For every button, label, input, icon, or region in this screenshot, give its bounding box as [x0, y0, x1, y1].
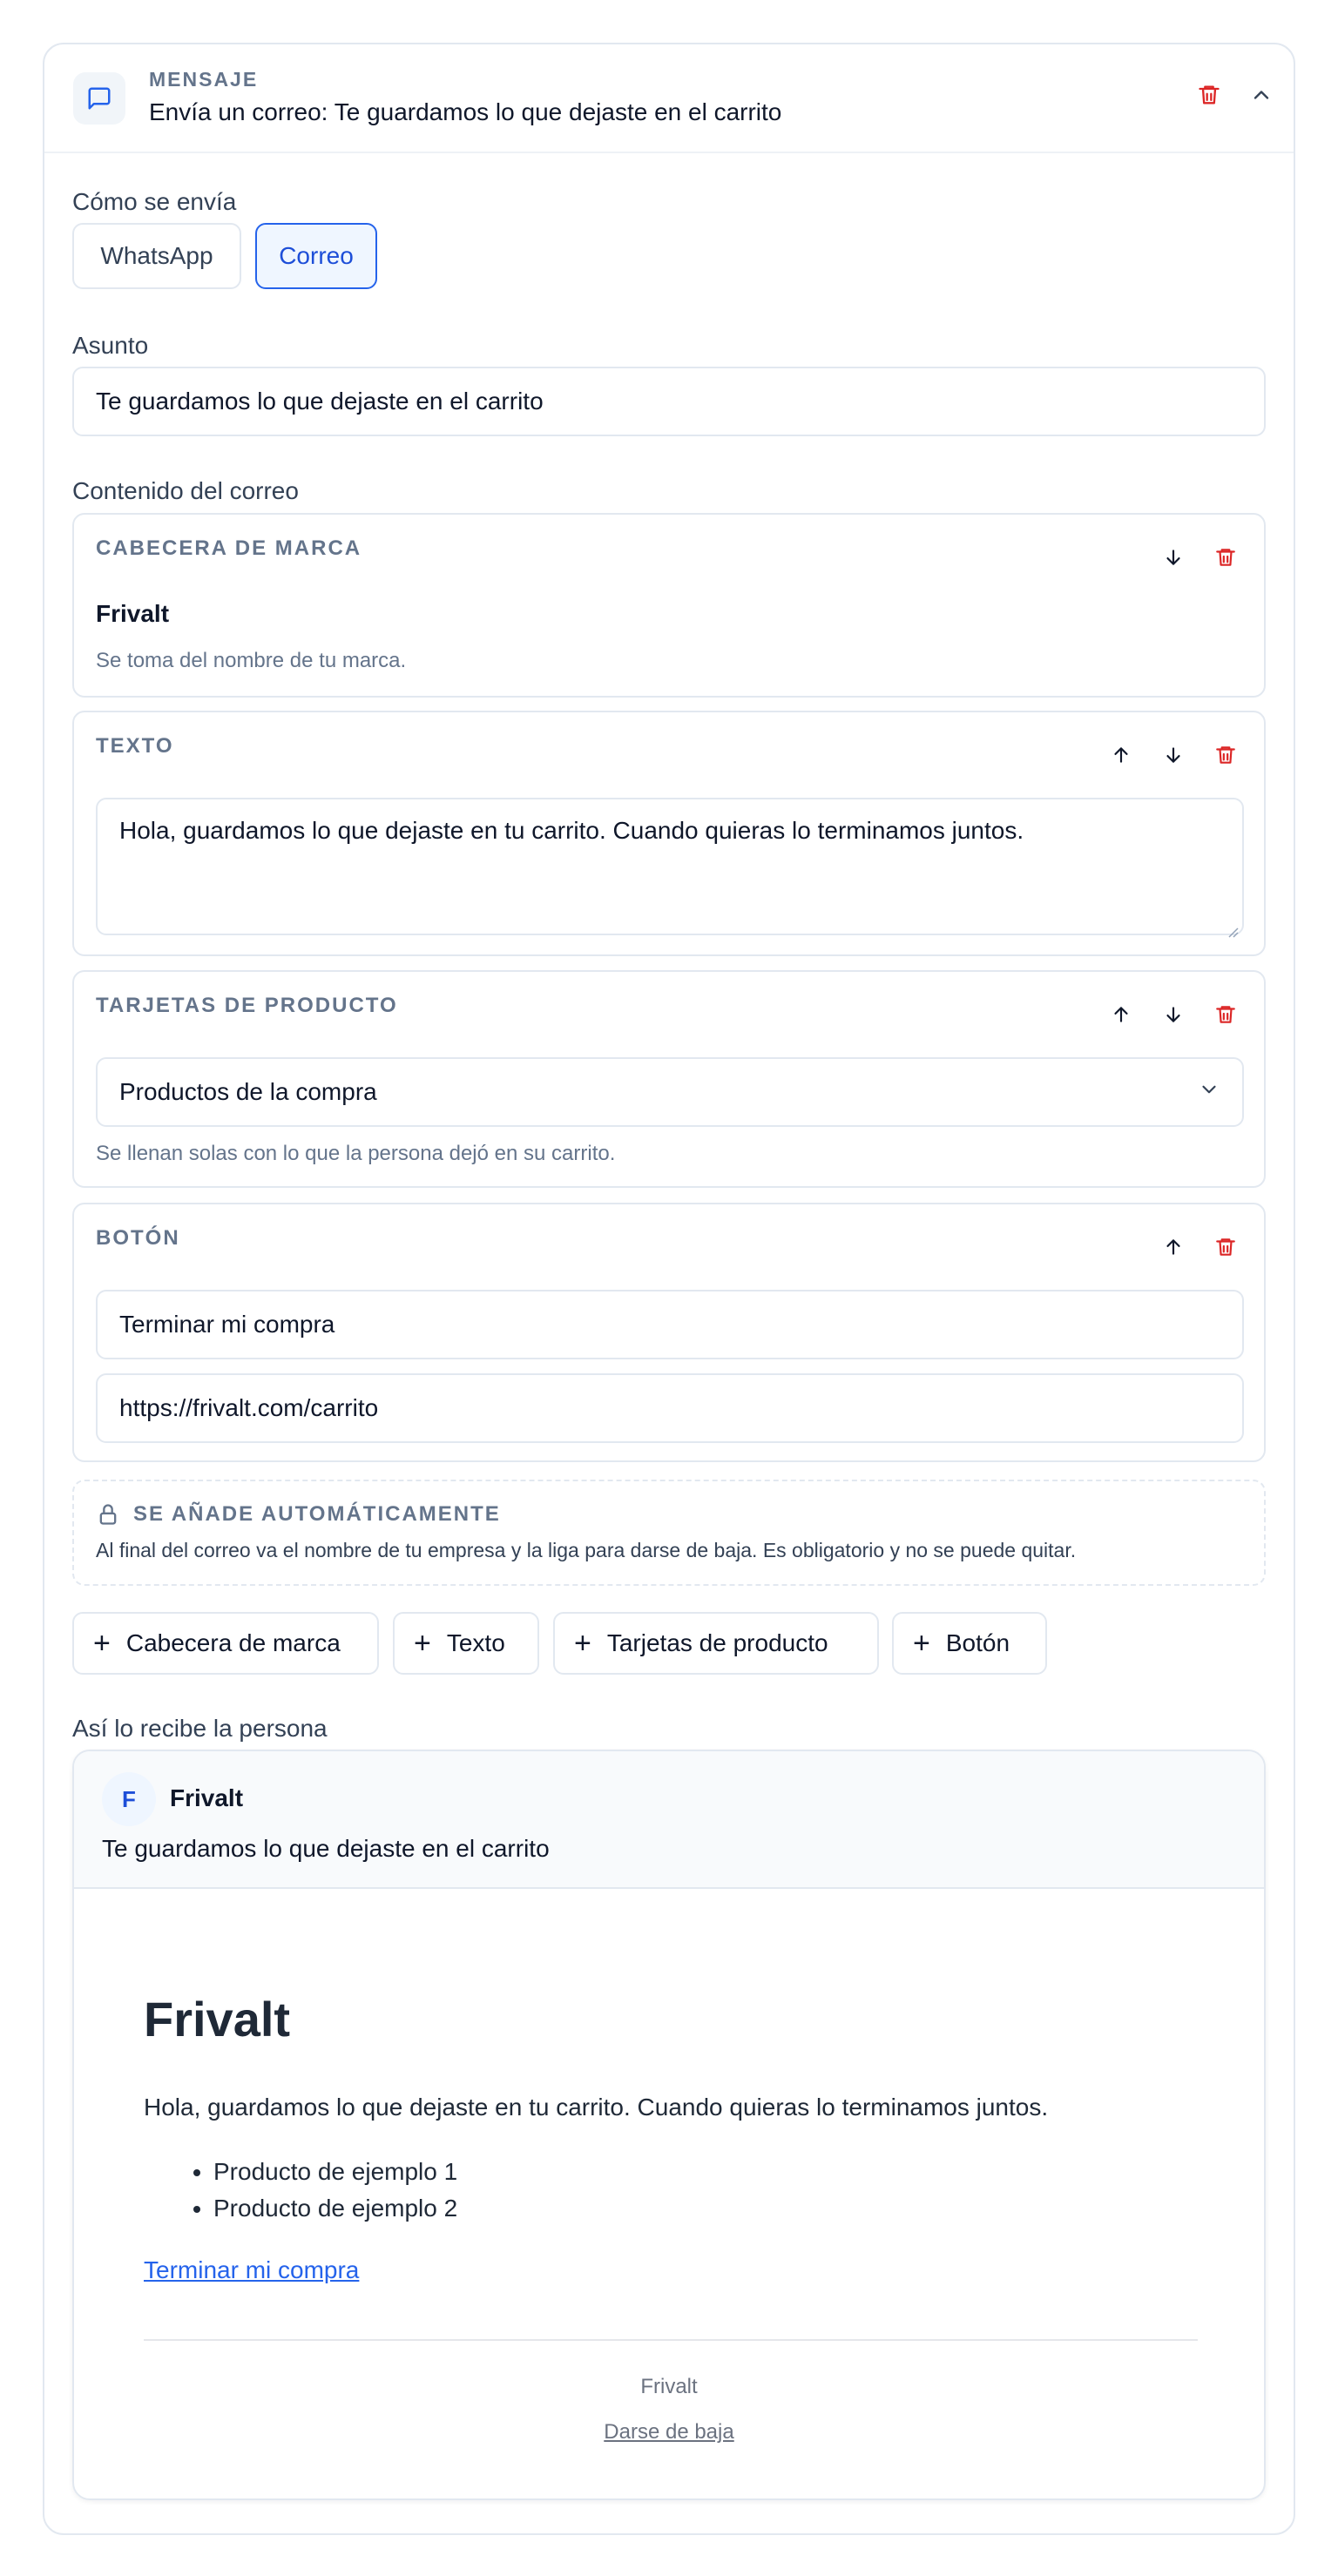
add-button-block-button[interactable]: + Botón	[892, 1612, 1047, 1675]
email-product-list	[213, 2154, 457, 2227]
email-cta-link[interactable]: Terminar mi compra	[144, 2256, 360, 2283]
collapse-message-button[interactable]	[1240, 74, 1283, 118]
email-sender: Frivalt	[170, 1784, 244, 1811]
channel-option-correo[interactable]: Correo	[255, 223, 377, 289]
resize-handle-icon[interactable]	[1225, 916, 1239, 930]
plus-icon: +	[574, 1627, 591, 1660]
plus-icon: +	[414, 1627, 431, 1660]
arrow-up-icon	[1110, 744, 1132, 769]
email-brand-title: Frivalt	[144, 1992, 291, 2047]
arrow-down-icon	[1162, 546, 1185, 571]
delete-block-button[interactable]	[1206, 737, 1245, 775]
delete-message-button[interactable]	[1187, 74, 1231, 118]
add-brand-header-button[interactable]: + Cabecera de marca	[72, 1612, 379, 1675]
delete-block-button[interactable]	[1206, 1229, 1245, 1267]
auto-added-note	[72, 1480, 1266, 1586]
list-item: • Producto de ejemplo 2	[213, 2190, 457, 2227]
move-down-button[interactable]	[1154, 539, 1193, 577]
list-item: • Producto de ejemplo 1	[213, 2154, 457, 2190]
trash-icon	[1214, 1003, 1237, 1028]
message-card	[43, 43, 1295, 2535]
arrow-up-icon	[1162, 1236, 1185, 1261]
trash-icon	[1214, 744, 1237, 769]
email-unsubscribe-link[interactable]: Darse de baja	[604, 2420, 734, 2444]
trash-icon	[1214, 546, 1237, 571]
move-up-button[interactable]	[1154, 1229, 1193, 1267]
move-up-button[interactable]	[1102, 996, 1140, 1035]
message-square-icon	[73, 72, 125, 125]
arrow-down-icon	[1162, 744, 1185, 769]
add-text-button[interactable]: + Texto	[393, 1612, 539, 1675]
button-block	[72, 1203, 1266, 1462]
add-product-cards-button[interactable]: + Tarjetas de producto	[553, 1612, 879, 1675]
subject-label: Asunto	[72, 332, 149, 359]
block-title: TEXTO	[96, 734, 174, 758]
block-title: TARJETAS DE PRODUCTO	[96, 994, 398, 1017]
email-preview	[72, 1750, 1266, 2500]
product-hint: Se llenan solas con lo que la persona dejó en su carrito.	[96, 1142, 616, 1165]
message-kicker: MENSAJE	[149, 68, 259, 91]
delete-block-button[interactable]	[1206, 539, 1245, 577]
auto-added-title: SE AÑADE AUTOMÁTICAMENTE	[133, 1502, 501, 1526]
product-source-value: Productos de la compra	[119, 1078, 377, 1105]
auto-added-description: Al final del correo va el nombre de tu empresa y la liga para darse de baja. Es obligatorio y no se puede quitar.	[96, 1539, 1077, 1561]
product-source-select[interactable]	[96, 1057, 1244, 1127]
subject-input[interactable]: Te guardamos lo que dejaste en el carrito	[72, 367, 1266, 436]
text-block	[72, 711, 1266, 956]
channel-label: Cómo se envía	[72, 188, 237, 215]
product-cards-block	[72, 970, 1266, 1188]
move-down-button[interactable]	[1154, 737, 1193, 775]
lock-icon	[96, 1502, 120, 1531]
chevron-up-icon	[1249, 83, 1274, 110]
brand-header-block	[72, 513, 1266, 698]
delete-block-button[interactable]	[1206, 996, 1245, 1035]
plus-icon: +	[913, 1627, 930, 1660]
block-title: BOTÓN	[96, 1226, 180, 1250]
content-label: Contenido del correo	[72, 477, 299, 504]
move-up-button[interactable]	[1102, 737, 1140, 775]
email-divider	[144, 2339, 1198, 2341]
chevron-down-icon	[1198, 1078, 1220, 1107]
plus-icon: +	[93, 1627, 111, 1660]
brand-hint: Se toma del nombre de tu marca.	[96, 649, 407, 672]
channel-option-whatsapp[interactable]: WhatsApp	[72, 223, 241, 289]
move-down-button[interactable]	[1154, 996, 1193, 1035]
block-title: CABECERA DE MARCA	[96, 536, 362, 560]
email-footer-company: Frivalt	[640, 2375, 698, 2398]
email-subject: Te guardamos lo que dejaste en el carrito	[102, 1835, 550, 1862]
trash-icon	[1197, 83, 1221, 110]
email-preview-header	[74, 1751, 1264, 1889]
message-card-header	[44, 44, 1294, 153]
message-title: Envía un correo: Te guardamos lo que dejaste en el carrito	[149, 98, 782, 125]
avatar: F	[102, 1772, 156, 1826]
arrow-up-icon	[1110, 1003, 1132, 1028]
text-block-textarea[interactable]	[96, 798, 1244, 935]
arrow-down-icon	[1162, 1003, 1185, 1028]
text-block-value: Hola, guardamos lo que dejaste en tu carrito. Cuando quieras lo terminamos juntos.	[119, 817, 1024, 844]
button-url-input[interactable]: https://frivalt.com/carrito	[96, 1373, 1244, 1443]
brand-name: Frivalt	[96, 600, 170, 627]
preview-label: Así lo recibe la persona	[72, 1715, 328, 1742]
button-label-input[interactable]: Terminar mi compra	[96, 1290, 1244, 1359]
email-body-text: Hola, guardamos lo que dejaste en tu carrito. Cuando quieras lo terminamos juntos.	[144, 2094, 1049, 2121]
trash-icon	[1214, 1236, 1237, 1261]
